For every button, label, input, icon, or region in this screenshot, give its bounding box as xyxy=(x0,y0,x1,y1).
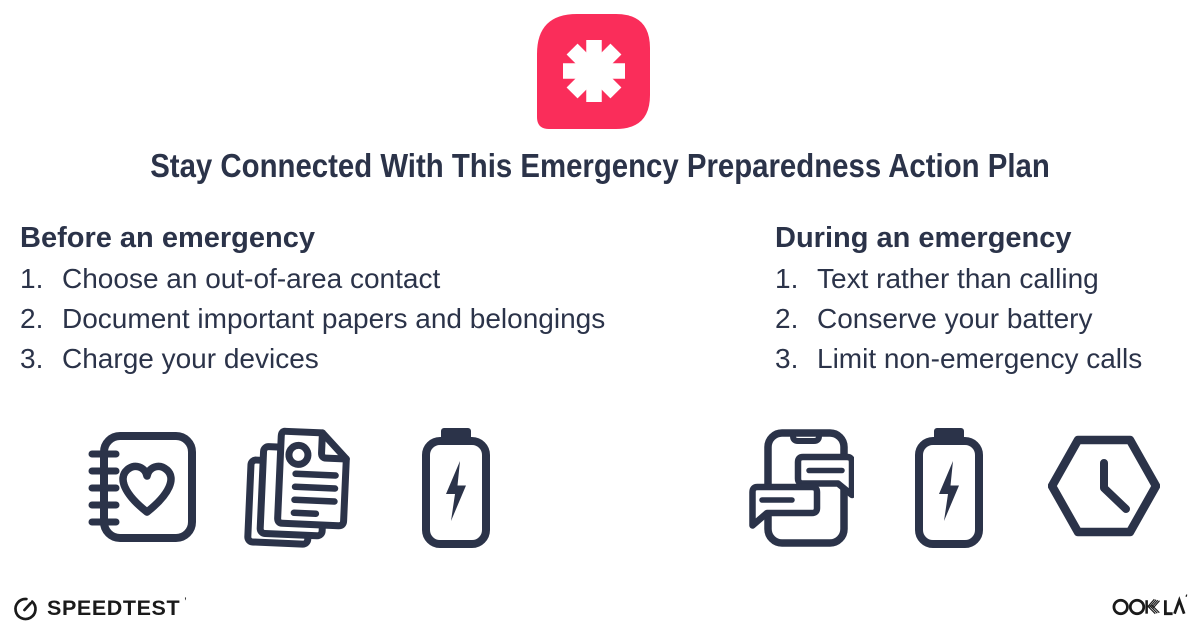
speedtest-wordmark: SPEEDTEST xyxy=(47,596,181,620)
list-item xyxy=(20,259,740,299)
list-text: Conserve your battery xyxy=(817,303,1093,334)
list-number: 2. xyxy=(20,303,44,334)
list-number: 3. xyxy=(775,343,799,374)
list-item xyxy=(775,339,1195,379)
during-emergency-heading: During an emergency xyxy=(775,222,1072,254)
list-item xyxy=(775,299,1195,339)
ookla-logo xyxy=(1112,593,1188,619)
list-number: 2. xyxy=(775,303,799,334)
list-text: Text rather than calling xyxy=(817,263,1099,294)
before-emergency-heading: Before an emergency xyxy=(20,222,315,254)
medical-asterisk-icon xyxy=(537,14,650,129)
list-text: Choose an out-of-area contact xyxy=(62,263,441,294)
list-item xyxy=(775,259,1195,299)
before-emergency-section xyxy=(20,220,740,379)
list-number: 1. xyxy=(775,263,799,294)
during-emergency-section xyxy=(775,220,1195,379)
clock-hexagon-icon xyxy=(1048,432,1160,540)
list-number: 3. xyxy=(20,343,44,374)
during-emergency-list xyxy=(775,259,1195,379)
heart-notebook-icon xyxy=(88,430,198,544)
battery-charge-icon xyxy=(421,428,491,548)
emergency-asterisk-badge xyxy=(537,14,650,129)
speedtest-logo xyxy=(12,595,187,622)
list-text: Limit non-emergency calls xyxy=(817,343,1143,374)
speedtest-trademark: ’ xyxy=(184,596,187,608)
speedtest-gauge-icon xyxy=(12,595,39,622)
before-emergency-list xyxy=(20,259,740,379)
list-text: Charge your devices xyxy=(62,343,319,374)
list-number: 1. xyxy=(20,263,44,294)
page-title: Stay Connected With This Emergency Preparedness Action Plan xyxy=(150,147,1050,184)
list-item xyxy=(20,339,740,379)
phone-messages-icon xyxy=(746,428,854,548)
document-stack-icon xyxy=(244,426,356,550)
ookla-wordmark xyxy=(1112,593,1188,618)
list-item xyxy=(20,299,740,339)
list-text: Document important papers and belongings xyxy=(62,303,606,334)
battery-charge-icon xyxy=(914,428,984,548)
